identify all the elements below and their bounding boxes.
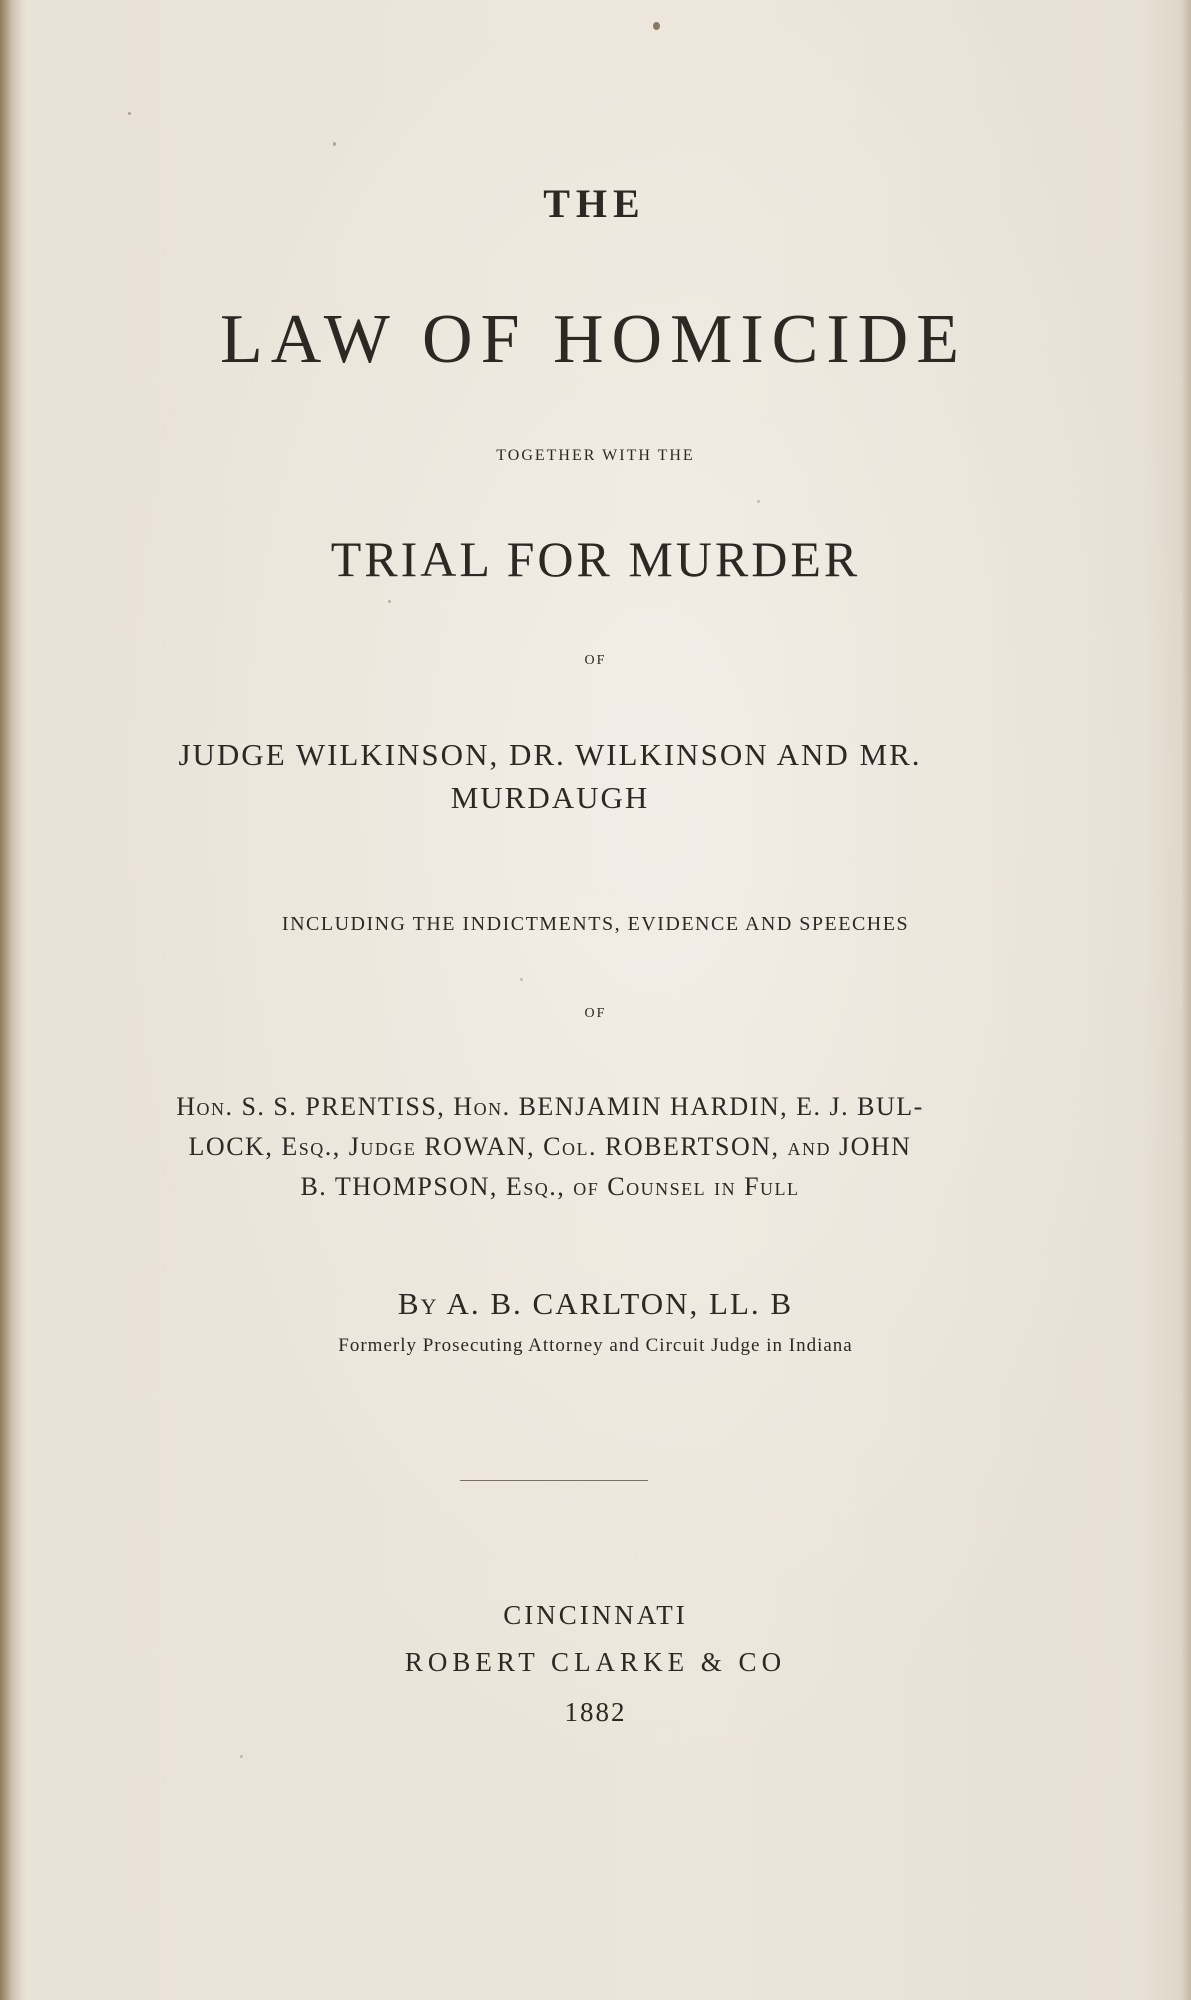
defendants-block xyxy=(100,733,1000,819)
counsel-line-1: Hon. S. S. PRENTISS, Hon. BENJAMIN HARDIN, E. J. BUL- xyxy=(176,1092,924,1121)
together-with-line: TOGETHER WITH THE xyxy=(496,447,695,464)
imprint-year: 1882 xyxy=(564,1697,627,1727)
main-title: LAW OF HOMICIDE xyxy=(220,301,967,378)
defendants-line-2: MURDAUGH xyxy=(450,780,650,815)
paper-speck xyxy=(128,112,131,115)
paper-speck xyxy=(520,978,523,981)
of-line-1: OF xyxy=(584,653,607,668)
of-line-2: OF xyxy=(584,1006,607,1021)
counsel-line-3: B. THOMPSON, Esq., of Counsel in Full xyxy=(300,1172,800,1201)
imprint-publisher: ROBERT CLARKE & CO xyxy=(404,1647,787,1677)
counsel-line-2: LOCK, Esq., Judge ROWAN, Col. ROBERTSON, and JOHN xyxy=(188,1132,912,1161)
paper-speck xyxy=(757,500,760,503)
including-line: INCLUDING THE INDICTMENTS, EVIDENCE AND SPEECHES xyxy=(281,913,910,935)
defendants-line-1: JUDGE WILKINSON, DR. WILKINSON AND MR. xyxy=(178,737,922,772)
counsel-block xyxy=(100,1087,1000,1207)
author-note: Formerly Prosecuting Attorney and Circuit Judge in Indiana xyxy=(338,1335,853,1356)
title-the: THE xyxy=(543,181,646,226)
paper-speck xyxy=(653,22,660,30)
imprint-city: CINCINNATI xyxy=(503,1600,688,1630)
author-line: By A. B. CARLTON, LL. B xyxy=(397,1286,794,1321)
paper-speck xyxy=(333,142,336,146)
paper-speck xyxy=(240,1755,243,1758)
subtitle: TRIAL FOR MURDER xyxy=(330,531,861,587)
divider-rule xyxy=(460,1480,648,1481)
paper-speck xyxy=(388,600,391,603)
